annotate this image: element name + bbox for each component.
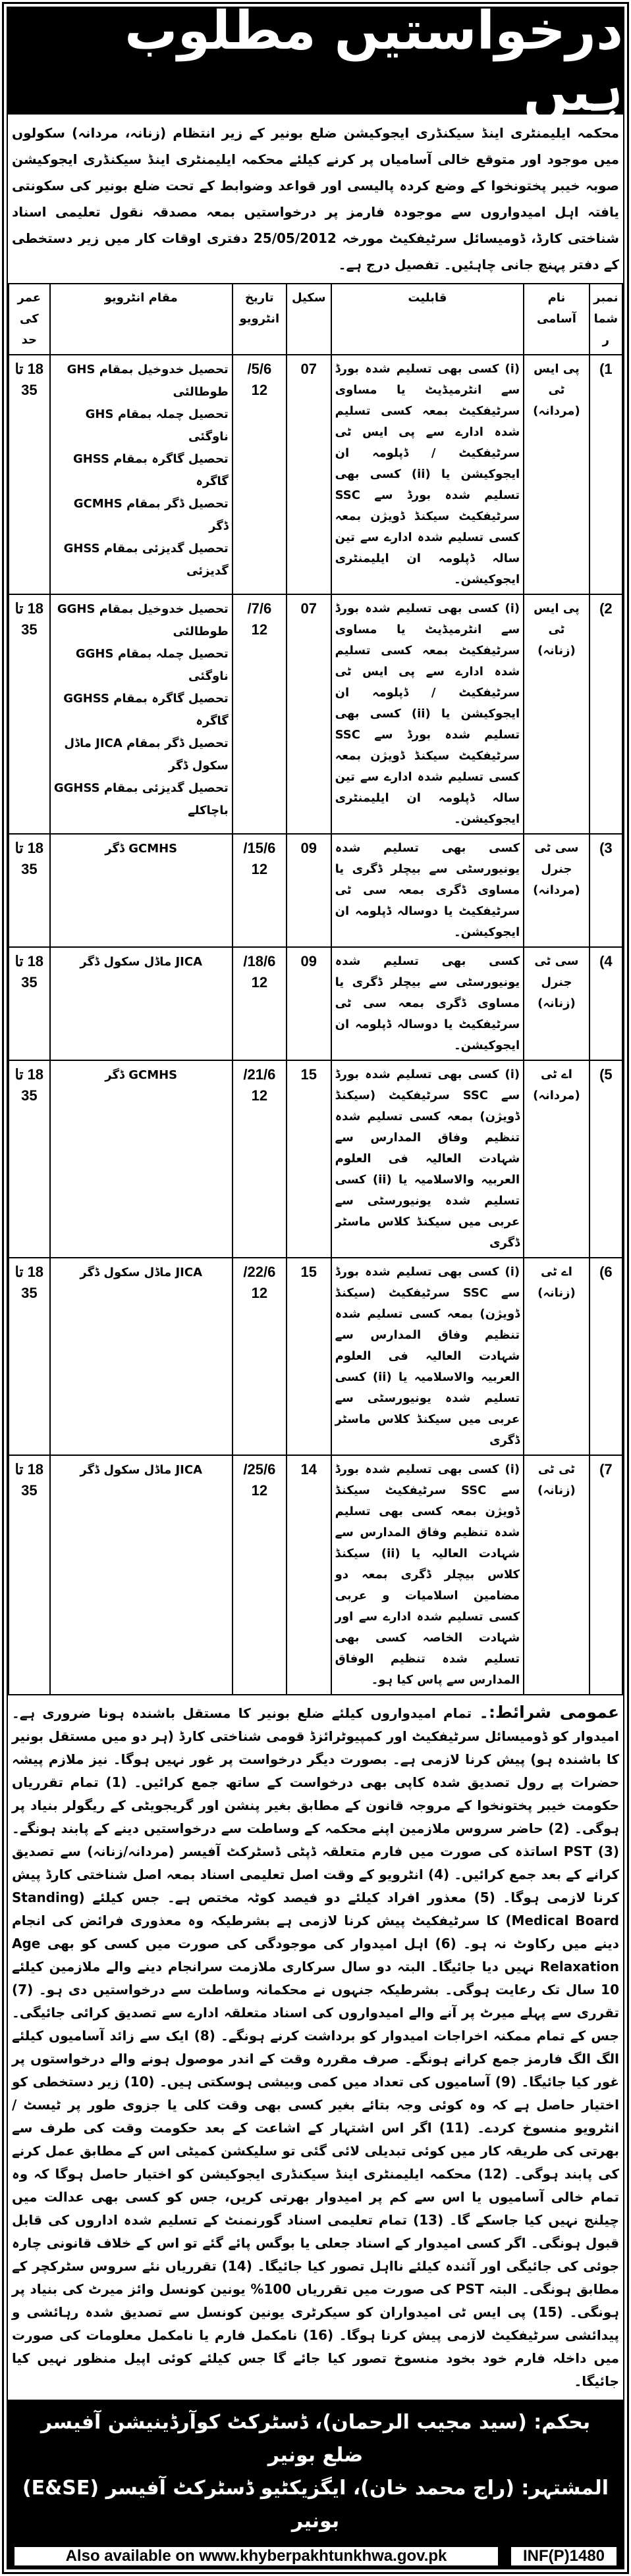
post-title: سی ٹی جنرل xyxy=(534,954,579,989)
date-part: 12 xyxy=(251,974,268,991)
row-number: 7) xyxy=(590,1455,622,1695)
place-item: JICA ماڈل سکول ڈگر xyxy=(80,1463,203,1477)
post-title: ٹی ٹی xyxy=(537,1462,576,1476)
age-part: 35 xyxy=(21,861,38,877)
age-limit xyxy=(9,355,50,594)
website-link[interactable]: Also available on www.khyberpakhtunkhwa.gov.pk xyxy=(14,2547,498,2565)
interview-date xyxy=(233,947,287,1060)
interview-date xyxy=(233,594,287,834)
table-row xyxy=(9,1060,622,1258)
interview-place xyxy=(50,1258,233,1455)
table-row xyxy=(9,834,622,947)
interview-place xyxy=(50,947,233,1060)
signature-block xyxy=(8,2400,623,2544)
table-row xyxy=(9,947,622,1060)
row-number: 3) xyxy=(590,834,622,947)
place-item: تحصیل چملہ بمقام GGHS ناوگئی xyxy=(75,647,229,683)
row-number: 2) xyxy=(590,594,622,834)
post-name xyxy=(524,834,590,947)
place-item: تحصیل گدیزئی بمقام GHSS گدیزئی xyxy=(63,542,229,578)
age-part: 18 تا xyxy=(14,953,44,969)
post-title: سی ٹی جنرل xyxy=(534,841,579,876)
place-item: GCMHS ڈگر xyxy=(105,1068,178,1082)
page-title: درخواستیں مطلوب ہیں xyxy=(124,0,623,122)
table-row xyxy=(9,1258,622,1455)
interview-place xyxy=(50,1060,233,1258)
header-date: تاریخ انٹرویو xyxy=(233,284,287,355)
age-limit xyxy=(9,1258,50,1455)
place-item: تحصیل گاگرہ بمقام GGHSS گاگرہ xyxy=(63,692,229,728)
post-name xyxy=(524,355,590,594)
place-item: تحصیل گدیزئی بمقام GGHSS باچاکلے xyxy=(53,781,229,817)
row-number: 5) xyxy=(590,1060,622,1258)
pay-scale: 09 xyxy=(287,947,331,1060)
date-part: 12 xyxy=(251,1087,268,1104)
age-limit xyxy=(9,594,50,834)
age-part: 18 تا xyxy=(14,1264,44,1280)
interview-date xyxy=(233,1258,287,1455)
post-gender: (زنانہ) xyxy=(537,1286,576,1300)
pay-scale: 07 xyxy=(287,355,331,594)
post-gender: (مردانہ) xyxy=(533,1089,580,1102)
place-item: JICA ماڈل سکول ڈگر xyxy=(80,955,203,969)
pay-scale: 15 xyxy=(287,1258,331,1455)
post-gender: (مردانہ) xyxy=(533,404,580,418)
post-title: اے ٹی xyxy=(540,1265,572,1279)
interview-date xyxy=(233,834,287,947)
outer-border xyxy=(2,2,629,2574)
post-title: اے ٹی xyxy=(540,1068,572,1081)
interview-date xyxy=(233,355,287,594)
row-number: 1) xyxy=(590,355,622,594)
age-part: 35 xyxy=(21,974,38,991)
date-part: 15/6/ xyxy=(243,840,276,856)
age-part: 18 تا xyxy=(14,600,44,617)
place-item: تحصیل خدوخیل بمقام GGHS طوطالئی xyxy=(57,602,229,638)
place-item: تحصیل گاگرہ بمقام GHSS گاگرہ xyxy=(72,452,229,488)
interview-date xyxy=(233,1455,287,1695)
age-part: 35 xyxy=(21,1087,38,1104)
reference-number: INF(P)1480 xyxy=(511,2547,617,2565)
row-number: 6) xyxy=(590,1258,622,1455)
date-part: 12 xyxy=(251,382,268,398)
header-age: عمر کی حد xyxy=(9,284,50,355)
header-scale: سکیل xyxy=(287,284,331,355)
qualification: (i) کسی بھی تسلیم شدہ بورڈ سے SSC سرٹیفکیٹ سیکنڈ ڈویژن بمعہ کسی بھی تسلیم شدہ تنظیم وفاق المدارس سے شہادت العالیہ یا (ii) سیکنڈ کلاس بیچلر ڈگری بمعہ دو مضامین اسلامیات و عربی کسی تسلیم شدہ ادارے سے اور شہادت الخاصہ کسی بھی تسلیم شدہ تنظیم الوفاق المدارس سے پاس کیا ہو۔ xyxy=(331,1455,524,1695)
post-title: پی ایس ٹی xyxy=(534,362,580,397)
table-header-row xyxy=(9,284,622,355)
post-gender: (زنانہ) xyxy=(537,996,576,1010)
age-part: 35 xyxy=(21,621,38,638)
qualification: (i) کسی بھی تسلیم شدہ بورڈ سے انٹرمیڈیٹ یا مساوی سرٹیفکیٹ بمعہ کسی تسلیم شدہ ادارے سے پی ایس ٹی سرٹیفکیٹ / ڈپلومہ ان ایجوکیشن یا (ii) کسی بھی تسلیم شدہ بورڈ سے SSC سرٹیفکیٹ سیکنڈ ڈویژن بمعہ کسی تسلیم شدہ ادارے سے تین سالہ ڈپلومہ ان ایلیمنٹری ایجوکیشن۔ xyxy=(331,355,524,594)
date-part: 12 xyxy=(251,621,268,638)
advertiser-line: المشتہر: (راج محمد خان)، ایگزیکٹیو ڈسٹرکٹ آفیسر (E&SE) بونیر xyxy=(22,2477,609,2533)
age-limit xyxy=(9,947,50,1060)
pay-scale: 15 xyxy=(287,1060,331,1258)
date-part: 5/6/ xyxy=(247,361,272,377)
general-conditions xyxy=(12,1701,619,2393)
date-part: 22/6/ xyxy=(243,1264,276,1280)
post-title: پی ایس ٹی xyxy=(534,602,580,636)
interview-place xyxy=(50,1455,233,1695)
interview-place xyxy=(50,355,233,594)
place-item: تحصیل چملہ بمقام GHS ناوگئی xyxy=(85,407,229,444)
header-qualification: قابلیت xyxy=(331,284,524,355)
intro-paragraph: محکمہ ایلیمنٹری اینڈ سیکنڈری ایجوکیشن ضلع بونیر کے زیر انتظام (زنانہ، مردانہ) سکولوں میں موجود اور متوقع خالی آسامیاں پر کرنے کیلئے محکمہ ایلیمنٹری اینڈ سیکنڈری ایجوکیشن صوبہ خیبر پختونخوا کے وضع کردہ پالیسی اور قواعد وضوابط کے تحت ضلع بونیر کی سکونتی یافتہ اہل امیدواروں سے موجودہ فارمز پر درخواستیں بمعہ مصدقہ نقول تعلیمی اسناد شناختی کارڈ، ڈومیسائل سرٹیفکیٹ مورخہ 25/05/2012 دفتری اوقات کار میں زیر دستخطی کے دفتر پہنچ جانی چاہئیں۔ تفصیل درج ہے۔ xyxy=(12,125,619,272)
table-row xyxy=(9,594,622,834)
post-name xyxy=(524,947,590,1060)
pay-scale: 14 xyxy=(287,1455,331,1695)
date-part: 18/6/ xyxy=(243,953,276,969)
pay-scale: 07 xyxy=(287,594,331,834)
footer-strip xyxy=(8,2544,623,2568)
order-line: بحکم: (سید مجیب الرحمان)، ڈسٹرکٹ کوآرڈینیشن آفیسر ضلع بونیر xyxy=(40,2411,591,2467)
date-part: 12 xyxy=(251,861,268,877)
table-row xyxy=(9,355,622,594)
header-name: نام آسامی xyxy=(524,284,590,355)
qualification: کسی بھی تسلیم شدہ یونیورسٹی سے بیچلر ڈگری یا مساوی ڈگری بمعہ سی ٹی سرٹیفکیٹ یا دوسالہ ڈپلومہ ان ایجوکیشن۔ xyxy=(331,947,524,1060)
inner-border xyxy=(7,0,624,2569)
age-part: 35 xyxy=(21,1482,38,1499)
place-item: JICA ماڈل سکول ڈگر xyxy=(80,1266,203,1279)
age-part: 35 xyxy=(21,1285,38,1301)
conditions-body: تمام امیدواروں کیلئے ضلع بونیر کا مستقل باشندہ ہونا ضروری ہے۔ امیدوار کو ڈومیسائل سرٹیفکیٹ اور کمپیوٹرائزڈ قومی شناختی کارڈ (ہر دو میں مستقل بونیر کا باشندہ ہو) پیش کرنا لازمی ہے۔ بصورت دیگر درخواست پر غور نہیں ہوگا۔ نیز ملازم پیشہ حضرات پے رول تصدیق شدہ کاپی بھی درخواست کے ساتھ جمع کرائیں۔ (1) تمام تقرریاں حکومت خیبر پختونخوا کے مروجہ قانون کے مطابق بغیر پنشن اور گریجویٹی کے ریگولر بنیاد پر ہوگی۔ (2) حاضر سروس ملازمین اپنے محکمہ کے وساطت سے درخواستیں دینے کے پابند ہونگے۔ (3) PST اساتذہ کی صورت میں فارم متعلقہ ڈپٹی ڈسٹرکٹ آفیسر (مردانہ/زنانہ) سے تصدیق کرانے کے بعد جمع کرائیں۔ (4) انٹرویو کے وقت اصل تعلیمی اسناد بمعہ اصل شناختی کارڈ پیش کرنا لازمی ہوگا۔ (5) معذور افراد کیلئے دو فیصد کوٹہ مختص ہے۔ جس کیلئے (Standing Medical Board) کا سرٹیفکیٹ پیش کرنا لازمی ہے بشرطیکہ وہ معذوری فرائض کی انجام دینے میں رکاوٹ نہ ہو۔ (6) اہل امیدوار کی موجودگی کی صورت میں کسی کو بھی Age Relaxation نہیں دیا جائیگا۔ البتہ دو سال سرکاری ملازمت سرانجام دینے والے ملازمین کیلئے 10 سال تک رعایت ہوگی۔ بشرطیکہ جنہوں نے محکمانہ وساطت سے درخواستیں دی ہو۔ (7) تقرری سے پہلے میرٹ پر آنے والے امیدواروں کی اسناد متعلقہ ادارے سے تصدیق کرائی جائیگی۔ جس کے تمام ممکنہ اخراجات امیدوار کو برداشت کرنے ہونگے۔ (8) ایک سے زائد آسامیوں کیلئے الگ الگ فارمز جمع کرانے ہونگے۔ صرف مقررہ وقت کے اندر موصول ہونے والے درخواستوں پر غور کیا جائیگا۔ (9) آسامیوں کی تعداد میں کمی وبیشی ہوسکتی ہیں۔ (10) زیر دستخطی کو اختیار حاصل ہے کہ وہ کوئی وجہ بتائے بغیر کسی بھی وقت کلی یا جزوی طور پر ٹیسٹ / انٹرویو منسوخ کردے۔ (11) اگر اس اشتہار کے اشاعت کے بعد حکومت وقت کی طرف سے بھرتی کی طریقہ کار میں کوئی تبدیلی لائی گئی تو سلیکشن کمیٹی اس کے مطابق عمل کرنے کی پابند ہوگی۔ (12) محکمہ ایلیمنٹری اینڈ سیکنڈری ایجوکیشن کو اختیار حاصل ہوگا کہ وہ تمام خالی آسامیوں یا اس سے کم پر امیدوار بھرتی کریں، جس کو کسی بھی عدالت میں چیلنج نہیں کیا جاسکے گا۔ (13) تمام تعلیمی اسناد گورنمنٹ کے تسلیم شدہ اداروں کی قابل قبول ہونگی۔ اگر کسی امیدوار کے اسناد جعلی یا بوگس پائے گئے تو اس کے خلاف قانونی چارہ جوئی کی جائیگی اور آئندہ کیلئے نااہل تصور کیا جائیگا۔ (14) تقرریاں نئے سروس سٹرکچر کے مطابق ہونگی۔ البتہ PST کی صورت میں تقرریاں 100% یونین کونسل وائز میرٹ کی بنیاد پر ہونگی۔ (15) پی ایس ٹی امیدواران کو سیکرٹری یونین کونسل سے تصدیق شدہ رہائشی و پیدائشی سرٹیفکیٹ لازمی پیش کرنا ہوگا۔ (16) نامکمل فارم یا نامکمل معلومات کی صورت میں داخلہ فارم خود بخود منسوخ تصور کیا جائے گا جس کیلئے کوئی اپیل منظور نہیں کیا جائیگا۔ xyxy=(12,1705,620,2389)
place-item: تحصیل خدوخیل بمقام GHS طوطالئی xyxy=(67,363,229,399)
post-gender: (زنانہ) xyxy=(537,644,576,657)
post-name xyxy=(524,594,590,834)
age-limit xyxy=(9,1060,50,1258)
date-part: 21/6/ xyxy=(243,1066,276,1083)
age-part: 18 تا xyxy=(14,1066,44,1083)
date-part: 12 xyxy=(251,1285,268,1301)
conditions-heading: عمومی شرائط:۔ xyxy=(479,1703,620,1722)
qualification: (i) کسی بھی تسلیم شدہ بورڈ سے SSC سرٹیفکیٹ (سیکنڈ ڈویژن) بمعہ کسی تسلیم شدہ تنظیم وفاق المدارس سے شہادت العالیہ فی العلوم العربیہ والاسلامیہ یا (ii) کسی تسلیم شدہ یونیورسٹی سے عربی میں سیکنڈ کلاس ماسٹر ڈگری xyxy=(331,1060,524,1258)
age-limit xyxy=(9,834,50,947)
age-limit xyxy=(9,1455,50,1695)
header-place: مقام انٹرویو xyxy=(50,284,233,355)
date-part: 12 xyxy=(251,1482,268,1499)
post-gender: (زنانہ) xyxy=(537,1483,576,1497)
post-name xyxy=(524,1455,590,1695)
vacancies-table xyxy=(8,283,623,1695)
age-part: 18 تا xyxy=(14,361,44,377)
interview-place xyxy=(50,594,233,834)
title-banner xyxy=(8,0,623,122)
post-gender: (مردانہ) xyxy=(533,883,580,897)
place-item: تحصیل ڈگر بمقام GCMHS ڈگر xyxy=(73,497,229,533)
post-name xyxy=(524,1060,590,1258)
row-number: 4) xyxy=(590,947,622,1060)
pay-scale: 09 xyxy=(287,834,331,947)
header-number: نمبر شمار xyxy=(590,284,622,355)
qualification: (i) کسی بھی تسلیم شدہ بورڈ سے انٹرمیڈیٹ یا مساوی سرٹیفکیٹ بمعہ کسی تسلیم شدہ ادارے سے پی ایس ٹی سرٹیفکیٹ / ڈپلومہ ان ایجوکیشن یا (ii) کسی بھی تسلیم شدہ بورڈ سے SSC سرٹیفکیٹ سیکنڈ ڈویژن بمعہ کسی تسلیم شدہ ادارے سے تین سالہ ڈپلومہ ان ایلیمنٹری ایجوکیشن۔ xyxy=(331,594,524,834)
interview-place xyxy=(50,834,233,947)
date-part: 25/6/ xyxy=(243,1461,276,1478)
age-part: 18 تا xyxy=(14,840,44,856)
qualification: کسی بھی تسلیم شدہ یونیورسٹی سے بیچلر ڈگری یا مساوی ڈگری بمعہ سی ٹی سرٹیفکیٹ یا دوسالہ ڈپلومہ ان ایجوکیشن۔ xyxy=(331,834,524,947)
date-part: 7/6/ xyxy=(247,600,272,617)
table-row xyxy=(9,1455,622,1695)
age-part: 18 تا xyxy=(14,1461,44,1478)
post-name xyxy=(524,1258,590,1455)
qualification: (i) کسی بھی تسلیم شدہ بورڈ سے SSC سرٹیفکیٹ (سیکنڈ ڈویژن) بمعہ کسی تسلیم شدہ تنظیم وفاق المدارس سے شہادت العالیہ فی العلوم العربیہ والاسلامیہ یا (ii) کسی تسلیم شدہ یونیورسٹی سے عربی میں سیکنڈ کلاس ماسٹر ڈگری xyxy=(331,1258,524,1455)
interview-date xyxy=(233,1060,287,1258)
age-part: 35 xyxy=(21,382,38,398)
place-item: تحصیل ڈگر بمقام JICA ماڈل سکول ڈگر xyxy=(64,736,229,773)
place-item: GCMHS ڈگر xyxy=(105,842,178,856)
